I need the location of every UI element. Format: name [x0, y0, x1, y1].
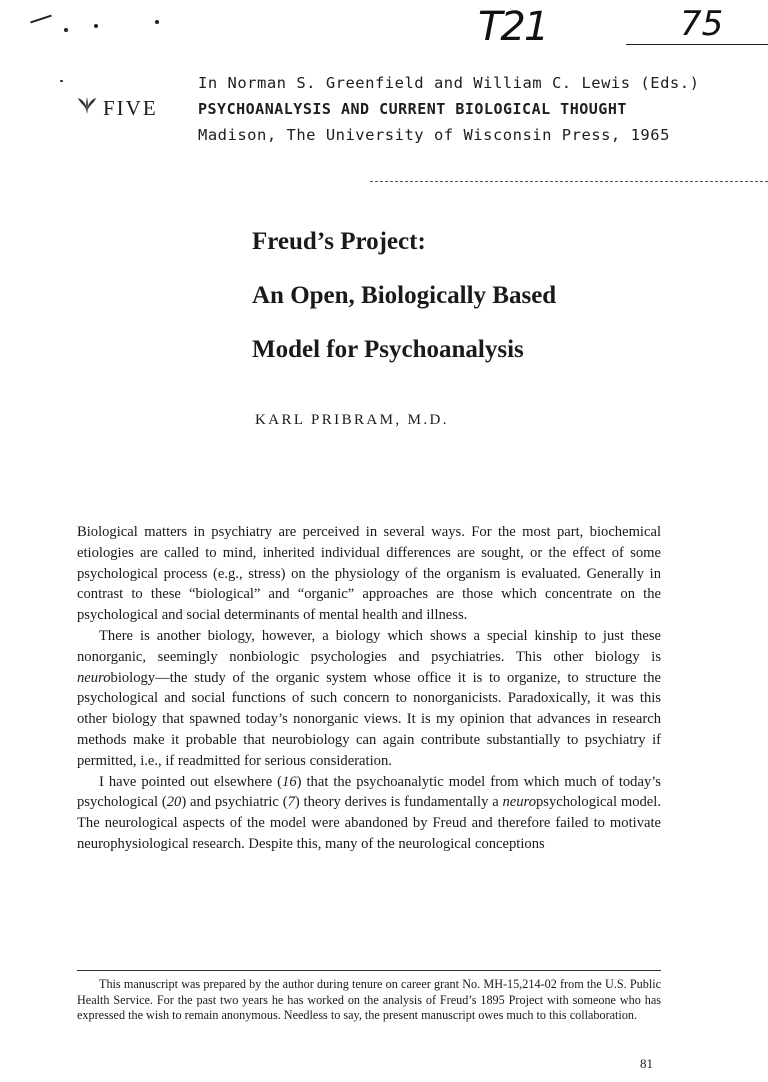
dashed-divider: [370, 181, 768, 182]
citation-ref: 16: [282, 773, 297, 790]
citation-ref: 7: [287, 794, 295, 811]
title-line-1: Freud’s Project:: [252, 228, 426, 255]
handwritten-underline: [626, 44, 768, 45]
citation-ref: 20: [166, 794, 182, 811]
title-line-3: Model for Psychoanalysis: [252, 336, 524, 363]
paragraph-3-text: psychological model. The neurological aspects of the model were abandoned by Freud and therefore failed to motivate neurophysiological research. Despite this, many of the neurological conceptions: [77, 794, 661, 852]
paragraph-2: [77, 626, 661, 772]
speck: [155, 20, 159, 24]
paragraph-3: [77, 772, 661, 855]
handwritten-tag-left: T21: [478, 4, 548, 50]
paragraph-3-emphasis: neuro: [502, 794, 536, 811]
chapter-label: FIVE: [103, 96, 158, 120]
paragraph-2-text: biology—the study of the organic system whose office it is to organize, to structure the psychological and social functions of such concern to nonorganicists. Paradoxically, it was this other biology that spawned today’s nonorganic views. It is my opinion that advances in research methods make it probable that neurobiology can again contribute substantially to psychiatry if permitted, i.e., if readmitted for serious consideration.: [77, 669, 661, 769]
fleuron-icon: [76, 96, 98, 121]
speck: [94, 24, 98, 28]
speck: [60, 80, 63, 82]
paragraph-3-text: ) and psychiatric (: [181, 794, 288, 811]
footnote-rule: [77, 970, 661, 971]
paragraph-1: Biological matters in psychiatry are perceived in several ways. For the most part, biochemical etiologies are called to mind, inherited individual differences are sought, or the effect of some psychological process (e.g., stress) on the physiology of the organism is evaluated. Generally in contrast to these “biological” and “organic” approaches are those which concentrate on the psychological and social determinants of mental health and illness.: [77, 524, 661, 624]
handwritten-tag-right: 75: [680, 4, 724, 44]
citation-publisher-line: Madison, The University of Wisconsin Press, 1965: [198, 126, 670, 144]
footnote: This manuscript was prepared by the author during tenure on career grant No. MH-15,214-02 from the U.S. Public Health Service. For the past two years he has worked on the analysis of Freud’s 1895 Project with someone who has expressed the wish to remain anonymous. Needless to say, the present manuscript owes much to this collaboration.: [77, 977, 661, 1023]
paragraph-2-text: There is another biology, however, a biology which shows a special kinship to just these nonorganic, seemingly nonbiologic psychologies and psychiatries. This other biology is: [77, 627, 661, 665]
speck: [64, 28, 68, 32]
paragraph-3-text: ) theory derives is fundamentally a: [294, 794, 503, 811]
paragraph-3-text: I have pointed out elsewhere (: [99, 773, 283, 790]
title-line-2: An Open, Biologically Based: [252, 282, 557, 309]
page-number: 81: [640, 1056, 653, 1071]
paragraph-2-emphasis: neuro: [77, 669, 111, 686]
citation-book-title: PSYCHOANALYSIS AND CURRENT BIOLOGICAL THOUGHT: [198, 100, 627, 118]
paragraph-3-text: ) that the psychoanalytic model from which much of today’s psychological (: [77, 773, 661, 811]
citation-editors-line: In Norman S. Greenfield and William C. Lewis (Eds.): [198, 74, 700, 92]
stray-mark: [30, 15, 52, 24]
body-text: [77, 522, 661, 855]
author-byline: KARL PRIBRAM, M.D.: [255, 412, 449, 428]
